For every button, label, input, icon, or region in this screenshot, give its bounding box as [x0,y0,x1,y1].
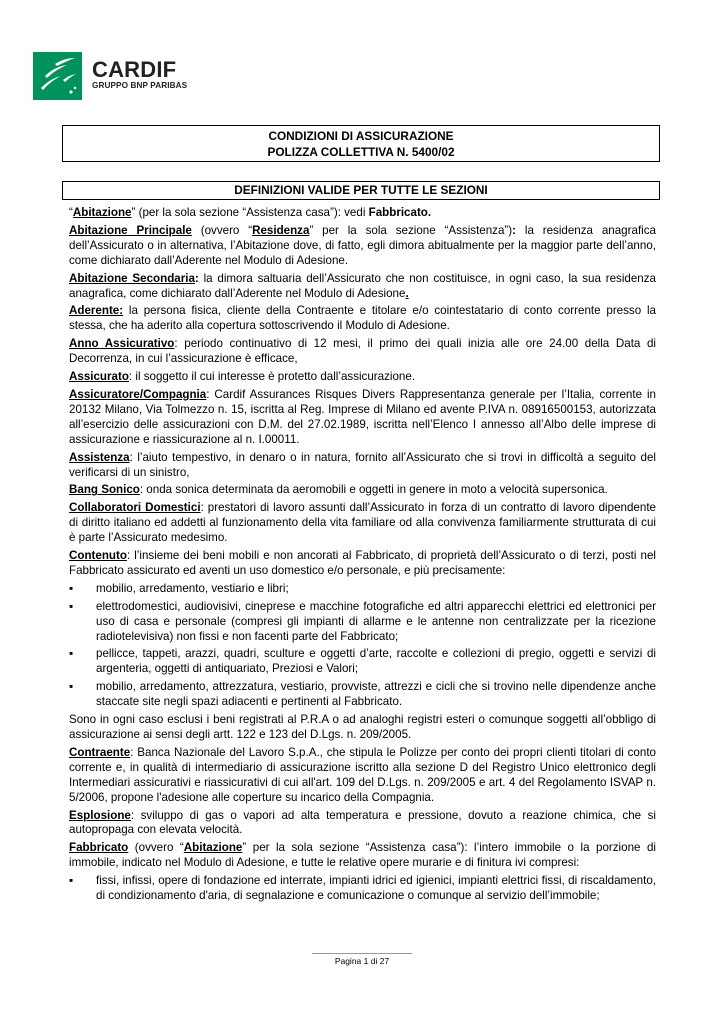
bullet-icon: ▪ [69,680,74,694]
list-item-text: elettrodomestici, audiovisivi, cineprese e macchine fotografiche ed altri apparecchi elettrici ed elettronici per uso di casa e personale (compresi gli impianti di allarme e le antenne non centralizzate per la ricezione radiotelevisiva) non fissi e non facenti parte del Fabbricato; [96,599,656,643]
def-text: (ovvero “ [191,223,253,237]
def-text: : Cardif Assurances Risques Divers Rappresentanza generale per l’Italia, corrente in 20132 Milano, Via Tolmezzo n. 15, iscritta al Reg. Imprese di Milano ed avente P.IVA n. 08916500153, autorizzata all’esercizio delle assicurazioni con D.M. del 27.02.1989, iscritta nell’Elenco I annesso all’Albo delle imprese di assicurazione e riassicurazione al n. I.00011. [69,387,656,446]
cardif-logo [33,52,187,100]
def-abitazione-principale [69,224,656,269]
def-assicuratore [69,388,656,448]
brand-name: CARDIF [92,57,177,82]
def-colon: : [194,271,199,285]
page-number: Pagina 1 di 27 [334,956,390,966]
def-text: la residenza anagrafica dell’Assicurato o in alternativa, l’Abitazione dove, di fatto, egli dimora abitualmente per la maggior parte dell’anno, come dichiarato dall’Aderente nel Modulo di Adesione. [69,223,656,267]
list-item [69,600,656,645]
def-fabbricato [69,841,656,871]
def-text: : l’insieme dei beni mobili e non ancorati al Fabbricato, di proprietà dell’Assicurato o di terzi, posti nel Fabbricato assicurato ed aventi un uso domestico e/o personale, e più precisamente: [69,549,656,577]
def-term-alt: Residenza [252,223,310,237]
def-text: ” per la sola sezione “Assistenza”) [309,223,513,237]
def-term: Abitazione [72,206,132,219]
bullet-icon: ▪ [69,581,74,595]
def-assistenza [69,451,656,481]
def-text: ” per la sola sezione “Assistenza casa”): l’intero immobile o la porzione di immobile, indicato nel Modulo di Adesione, e tutte le relative opere murarie e di finitura ivi compresi: [69,841,656,870]
def-bang-sonico [69,483,656,498]
def-term: Abitazione Principale [69,223,192,237]
def-assicurato [69,370,656,385]
contenuto-exclusion-note: Sono in ogni caso esclusi i beni registrati al P.R.A o ad analoghi registri esteri o comunque soggetti all’obbligo di assicurazione ai sensi degli artt. 122 e 123 del D.Lgs. n. 209/2005. [69,713,656,741]
list-item [69,680,656,710]
def-term: Contraente [69,745,131,759]
brand-group: GRUPPO BNP PARIBAS [92,81,188,90]
def-text: la persona fisica, cliente della Contraente e titolare e/o cointestatario di conto corrente presso la stessa, che ha aderito alla copertura sottoscrivendo il Modulo di Adesione. [69,304,656,333]
list-item [69,874,656,904]
footer-divider [312,953,412,954]
def-contraente [69,746,656,806]
def-text: : l’aiuto tempestivo, in denaro o in natura, fornito all’Assicurato che si trovi in difficoltà a seguito del verificarsi di un sinistro, [69,450,656,479]
def-text: : prestatori di lavoro assunti dall’Assicurato in forza di un contratto di lavoro dipendente di diritto italiano ed addetti al funzionamento della vita familiare od alla convivenza familiarmente strutturata di cui è parte l’Assicurato medesimo. [69,501,656,545]
def-abitazione-secondaria [69,272,656,302]
def-term: Assicuratore/Compagnia [69,387,207,401]
policy-number: POLIZZA COLLETTIVA N. 5400/02 [267,145,455,159]
def-term: Contenuto [69,549,127,563]
def-contenuto [69,549,656,579]
bnp-birds-icon [33,52,82,100]
def-text: : periodo continuativo di 12 mesi, il primo dei quali inizia alle ore 24.00 della Data di Decorrenza, in cui l’assicurazione è efficace, [69,337,656,366]
def-text: : il soggetto il cui interesse è protetto dall’assicurazione. [128,370,416,384]
quote-open: “ [69,206,73,219]
bullet-icon: ▪ [69,647,74,661]
definitions-body [69,206,656,907]
def-term: Collaboratori Domestici [69,501,201,515]
bullet-icon: ▪ [69,874,74,888]
def-term: Esplosione [69,808,131,822]
def-text: : onda sonica determinata da aeromobili e oggetti in genere in moto a velocità supersonica. [139,483,608,497]
def-text: la dimora saltuaria dell’Assicurato che non costituisce, in ogni caso, la sua residenza anagrafica, come dichiarato dall’Aderente nel Modulo di Adesione [69,271,656,300]
list-item [69,582,656,597]
def-term: Bang Sonico [69,483,140,497]
section-title: DEFINIZIONI VALIDE PER TUTTE LE SEZIONI [62,181,660,200]
list-item [69,647,656,677]
document-title: CONDIZIONI DI ASSICURAZIONE [268,129,454,143]
def-text: : Banca Nazionale del Lavoro S.p.A., che stipula le Polizze per conto dei propri clienti titolari di conto corrente e, in qualità di intermediario di assicurazione iscritto alla sezione D del Registro Unico elettronico degli Intermediari assicurativi e riassicurativi di cui all'art. 109 del D.Lgs. n. 209/2005 e art. 4 del Regolamento ISVAP n. 5/2006, propone l'adesione alle coperture su incarico della Compagnia. [69,745,656,804]
def-aderente [69,304,656,334]
def-abitazione [69,206,656,221]
def-term-alt: Abitazione [183,841,243,855]
def-term: Aderente: [69,304,124,318]
def-anno-assicurativo [69,337,656,367]
def-esplosione [69,809,656,839]
def-text: : sviluppo di gas o vapori ad alta temperatura e pressione, dovuto a reazione chimica, che si autopropaga con elevata velocità. [69,808,656,837]
bullet-icon: ▪ [69,599,74,613]
def-end: . [405,286,409,300]
def-term: Assicurato [69,370,129,384]
document-title-box [62,125,660,162]
def-text: ” (per la sola sezione “Assistenza casa”): vedi [131,206,369,219]
def-ref: Fabbricato. [368,206,432,219]
def-term: Anno Assicurativo [69,337,175,351]
def-collaboratori [69,501,656,546]
def-term: Abitazione Secondaria [69,271,195,285]
list-item-text: fissi, infissi, opere di fondazione ed interrate, impianti idrici ed igienici, impianti elettrici fissi, di riscaldamento, di condizionamento d'aria, di segnalazione e comunicazione o comunque al servizio dell’immobile; [96,874,656,903]
def-term: Fabbricato [69,841,129,855]
def-text: (ovvero “ [128,841,184,855]
list-item-text: mobilio, arredamento, attrezzatura, vestiario, provviste, attrezzi e cicli che si trovino nelle dipendenze anche staccate site negli spazi adiacenti e pertinenti al Fabbricato. [96,680,656,709]
def-term: Assistenza [69,450,130,464]
list-item-text: pellicce, tappeti, arazzi, quadri, sculture e oggetti d’arte, raccolte e collezioni di pregio, oggetti e servizi di argenteria, oggetti di antiquariato, Preziosi e Valori; [96,647,656,676]
def-colon: : [512,223,517,237]
list-item-text: mobilio, arredamento, vestiario e libri; [96,581,289,595]
